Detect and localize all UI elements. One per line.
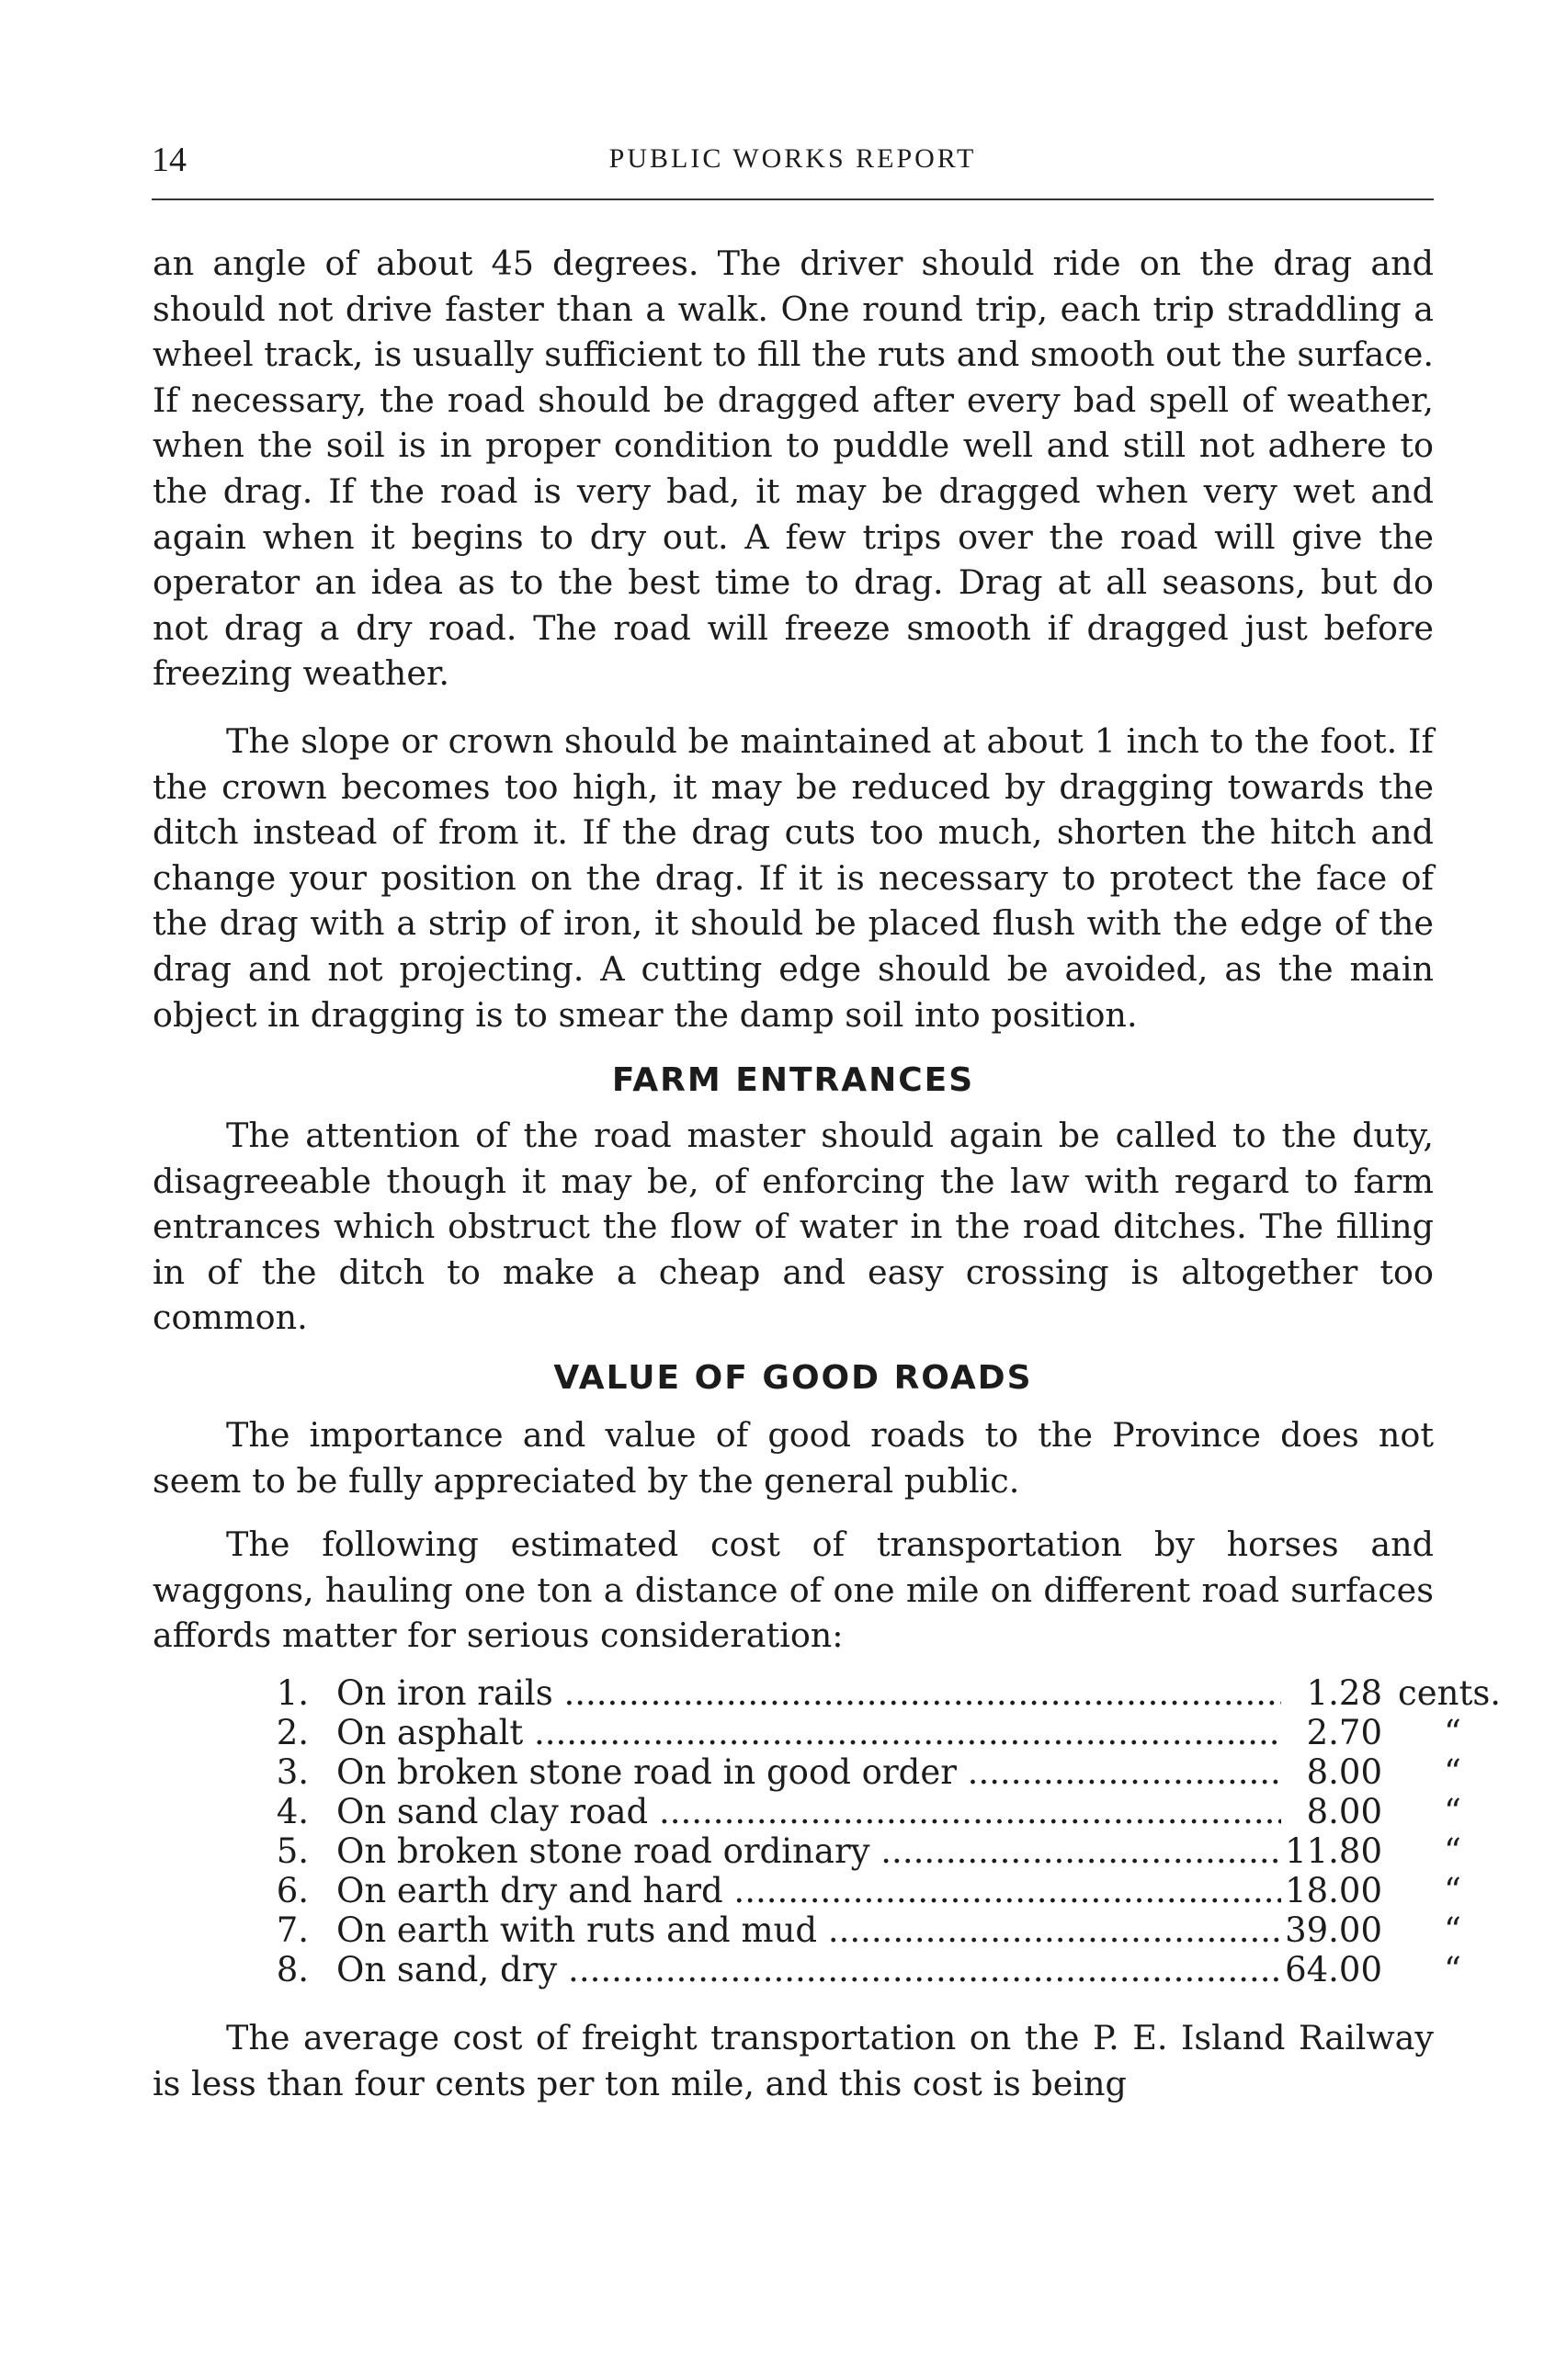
heading-farm-entrances: FARM ENTRANCES xyxy=(611,1061,975,1100)
item-cost: 11.80 xyxy=(1283,1831,1382,1871)
page-header xyxy=(152,140,1434,182)
paragraph-railway-cost: The average cost of freight transportation on the P. E. Island Railway is less than four cents per ton mile, and this cost is being xyxy=(153,2018,1434,2103)
item-number: 1. xyxy=(276,1673,309,1714)
list-item xyxy=(153,1752,1461,1793)
item-number: 8. xyxy=(276,1950,309,1990)
list-item xyxy=(153,1871,1461,1911)
item-number: 4. xyxy=(276,1792,309,1832)
item-surface: On broken stone road ordinary ..... xyxy=(336,1831,1281,1871)
item-cost: 8.00 xyxy=(1283,1752,1382,1792)
paragraph-farm-entrances: The attention of the road master should again be called to the duty, disagreeable though it may be, of enforcing the law with regard to farm entrances which obstruct the flow of water in the road ditches. The filling in of the ditch to make a cheap and easy crossing is altogether too common. xyxy=(153,1116,1434,1338)
item-cost: 2.70 xyxy=(1283,1713,1382,1752)
item-unit: “ xyxy=(1444,1713,1461,1753)
item-unit: “ xyxy=(1444,1910,1461,1951)
body-text xyxy=(153,241,1502,2106)
heading-value-of-good-roads: VALUE OF GOOD ROADS xyxy=(553,1359,1033,1398)
page-number: 14 xyxy=(152,141,187,179)
paragraph-estimated-cost: The following estimated cost of transportation by horses and waggons, hauling one ton a distance of one mile on different road surfaces affords matter for serious consideration: xyxy=(153,1524,1434,1656)
item-surface: On earth with ruts and mud ..... xyxy=(336,1910,1281,1950)
item-number: 2. xyxy=(276,1713,309,1753)
item-unit: cents. xyxy=(1398,1673,1502,1714)
item-cost: 1.28 xyxy=(1283,1673,1382,1713)
item-surface: On broken stone road in good order ..... xyxy=(336,1752,1281,1792)
list-item xyxy=(153,1713,1461,1753)
paragraph-drag-technique: an angle of about 45 degrees. The driver should ride on the drag and should not drive faster than a walk. One round trip, each trip straddling a wheel track, is usually sufficient to fill the ruts and smooth out the surface. If necessary, the road should be dragged after every bad spell of weather, when the soil is in proper condition to puddle well and still not adhere to the drag. If the road is very bad, it may be dragged when very wet and again when it begins to dry out. A few trips over the road will give the operator an idea as to the best time to drag. Drag at all seasons, but do not drag a dry road. The road will freeze smooth if dragged just before freezing weather. xyxy=(153,244,1434,694)
paragraph-road-crown: The slope or crown should be maintained at about 1 inch to the foot. If the crown becomes too high, it may be reduced by dragging towards the ditch instead of from it. If the drag cuts too much, shorten the hitch and change your position on the drag. If it is necessary to protect the face of the drag with a strip of iron, it should be placed flush with the edge of the drag and not projecting. A cutting edge should be avoided, as the main object in dragging is to smear the damp soil into position. xyxy=(153,720,1434,1035)
item-cost: 8.00 xyxy=(1283,1792,1382,1831)
item-cost: 64.00 xyxy=(1283,1950,1382,1989)
item-surface: On iron rails ..... xyxy=(336,1673,1281,1713)
item-number: 7. xyxy=(276,1910,309,1951)
list-item xyxy=(153,1831,1461,1872)
item-number: 3. xyxy=(276,1752,309,1793)
running-title: PUBLIC WORKS REPORT xyxy=(608,143,977,174)
item-surface: On sand, dry ..... xyxy=(336,1950,1281,1989)
list-item xyxy=(153,1792,1461,1832)
item-number: 5. xyxy=(276,1831,309,1872)
list-item xyxy=(153,1910,1461,1951)
item-unit: “ xyxy=(1444,1950,1461,1990)
item-cost: 39.00 xyxy=(1283,1910,1382,1950)
item-surface: On asphalt ..... xyxy=(336,1713,1281,1752)
item-unit: “ xyxy=(1444,1831,1461,1872)
header-rule xyxy=(152,198,1434,200)
item-unit: “ xyxy=(1444,1871,1461,1911)
transport-cost-list xyxy=(153,1673,1502,1990)
list-item xyxy=(153,1950,1461,1990)
item-cost: 18.00 xyxy=(1283,1871,1382,1910)
item-surface: On sand clay road ..... xyxy=(336,1792,1281,1831)
item-number: 6. xyxy=(276,1871,309,1911)
list-item xyxy=(153,1673,1502,1714)
item-unit: “ xyxy=(1444,1792,1461,1832)
item-unit: “ xyxy=(1444,1752,1461,1793)
item-surface: On earth dry and hard ..... xyxy=(336,1871,1281,1910)
paragraph-importance: The importance and value of good roads to the Province does not seem to be fully appreciated by the general public. xyxy=(153,1415,1434,1501)
